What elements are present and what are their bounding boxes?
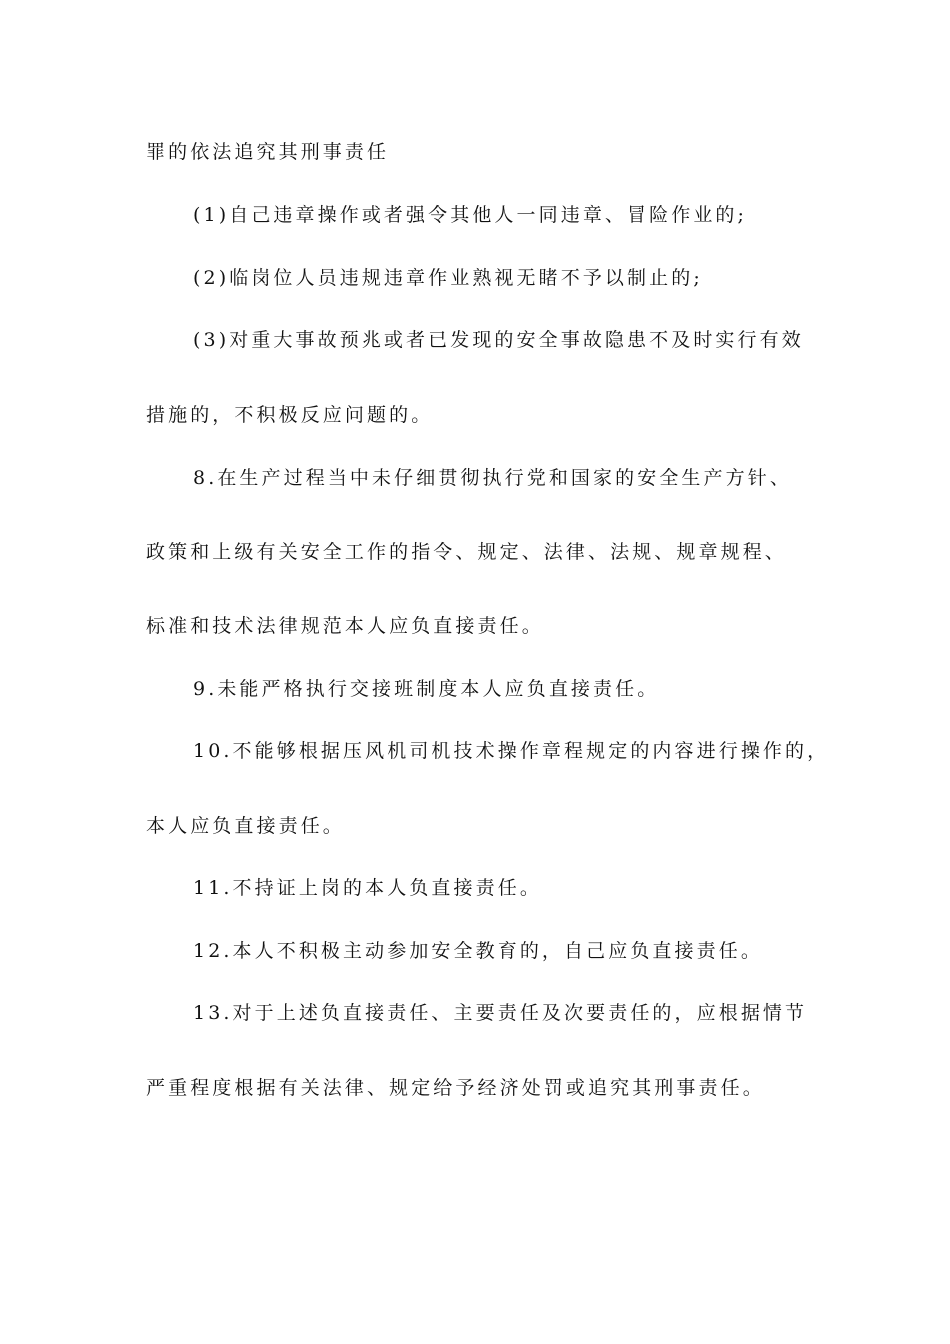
text-line: 12.本人不积极主动参加安全教育的，自己应负直接责任。 [193, 940, 763, 962]
text-line: 严重程度根据有关法律、规定给予经济处罚或追究其刑事责任。 [146, 1077, 765, 1099]
text-line: 13.对于上述负直接责任、主要责任及次要责任的，应根据情节 [193, 1002, 808, 1024]
text-line: 9.未能严格执行交接班制度本人应负直接责任。 [193, 678, 660, 700]
text-line: 8.在生产过程当中未仔细贯彻执行党和国家的安全生产方针、 [193, 467, 792, 489]
text-line: 10.不能够根据压风机司机技术操作章程规定的内容进行操作的， [193, 740, 830, 762]
text-line: 政策和上级有关安全工作的指令、规定、法律、法规、规章规程、 [146, 541, 787, 563]
text-line: 11.不持证上岗的本人负直接责任。 [193, 877, 542, 899]
text-line: 罪的依法追究其刑事责任 [146, 141, 390, 163]
text-line: 标准和技术法律规范本人应负直接责任。 [146, 615, 544, 637]
text-line: (3)对重大事故预兆或者已发现的安全事故隐患不及时实行有效 [193, 329, 804, 351]
text-line: (2)临岗位人员违规违章作业熟视无睹不予以制止的; [193, 267, 703, 289]
text-line: (1)自己违章操作或者强令其他人一同违章、冒险作业的; [193, 204, 748, 226]
text-line: 措施的，不积极反应问题的。 [146, 404, 434, 426]
text-line: 本人应负直接责任。 [146, 815, 345, 837]
